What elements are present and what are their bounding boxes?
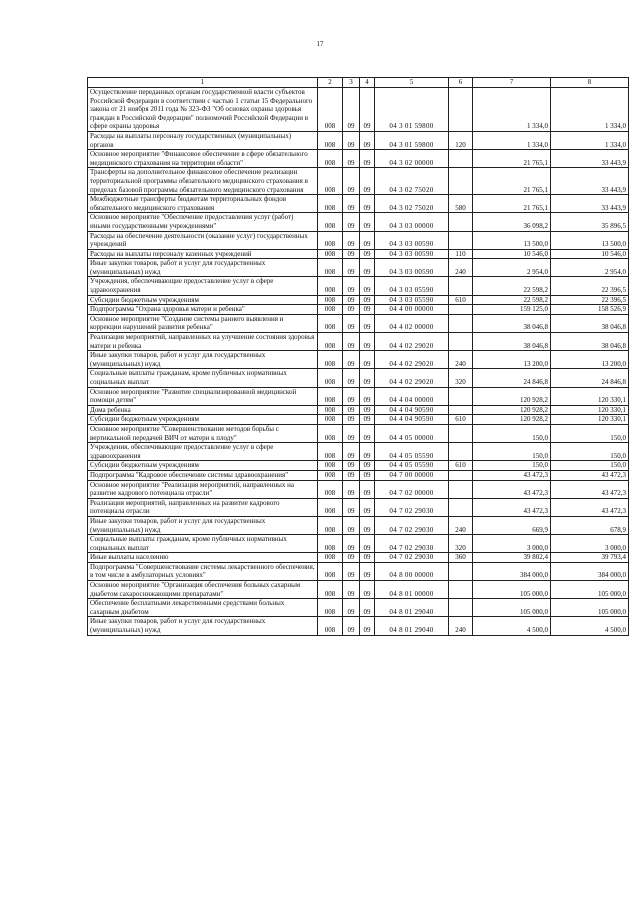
table-row	[88, 461, 629, 471]
row-target-code: 04 8 01 29040	[375, 617, 449, 635]
row-col3: 09	[343, 231, 360, 249]
row-target-code: 04 4 02 29020	[375, 351, 449, 369]
row-name: Межбюджетные трансферты бюджетам территориальных фондов обязательного медицинского страхования	[88, 195, 318, 213]
row-amount-col7: 36 098,2	[473, 213, 551, 231]
row-target-code: 04 4 04 90590	[375, 405, 449, 415]
row-expense-type	[449, 581, 473, 599]
row-col4: 09	[360, 249, 375, 259]
row-name: Иные закупки товаров, работ и услуг для государственных (муниципальных) нужд	[88, 259, 318, 277]
row-amount-col8: 35 896,5	[551, 213, 629, 231]
table-row	[88, 277, 629, 295]
row-expense-type: 320	[449, 535, 473, 553]
row-amount-col7: 38 046,8	[473, 314, 551, 332]
row-col3: 09	[343, 535, 360, 553]
row-col2: 008	[318, 617, 343, 635]
row-amount-col8: 39 793,4	[551, 553, 629, 563]
row-target-code: 04 4 05 05590	[375, 443, 449, 461]
row-col3: 09	[343, 213, 360, 231]
row-col3: 09	[343, 351, 360, 369]
row-expense-type	[449, 314, 473, 332]
row-amount-col7: 1 334,0	[473, 131, 551, 149]
row-col4: 09	[360, 333, 375, 351]
row-amount-col7: 13 200,0	[473, 351, 551, 369]
row-expense-type: 360	[449, 553, 473, 563]
row-amount-col7: 669,9	[473, 516, 551, 534]
table-row	[88, 480, 629, 498]
row-expense-type	[449, 424, 473, 442]
row-expense-type: 110	[449, 249, 473, 259]
row-col4: 09	[360, 131, 375, 149]
budget-table	[87, 77, 629, 636]
row-col2: 008	[318, 168, 343, 195]
row-col3: 09	[343, 424, 360, 442]
row-target-code: 04 3 03 05590	[375, 277, 449, 295]
row-col3: 09	[343, 259, 360, 277]
row-col2: 008	[318, 150, 343, 168]
row-name: Расходы на обеспечение деятельности (оказание услуг) государственных учреждений	[88, 231, 318, 249]
row-amount-col8: 22 396,5	[551, 295, 629, 305]
row-col4: 09	[360, 305, 375, 315]
row-name: Основное мероприятие "Обеспечение предоставления услуг (работ) иными государственными учреждениями"	[88, 213, 318, 231]
row-expense-type	[449, 277, 473, 295]
row-amount-col8: 43 472,3	[551, 470, 629, 480]
row-amount-col8: 43 472,3	[551, 498, 629, 516]
row-target-code: 04 8 01 00000	[375, 581, 449, 599]
row-col4: 09	[360, 213, 375, 231]
row-col4: 09	[360, 88, 375, 132]
row-amount-col7: 22 598,2	[473, 277, 551, 295]
row-amount-col7: 150,0	[473, 443, 551, 461]
row-target-code: 04 3 03 00590	[375, 231, 449, 249]
table-row	[88, 249, 629, 259]
row-name: Подпрограмма "Кадровое обеспечение системы здравоохранения"	[88, 470, 318, 480]
table-row	[88, 295, 629, 305]
table-row	[88, 415, 629, 425]
row-col2: 008	[318, 295, 343, 305]
row-name: Расходы на выплаты персоналу казенных учреждений	[88, 249, 318, 259]
row-col3: 09	[343, 443, 360, 461]
row-name: Основное мероприятие "Организация обеспечения больных сахарным диабетом сахароснижающими препаратами"	[88, 581, 318, 599]
row-name: Основное мероприятие "Совершенствование методов борьбы с вертикальной передачей ВИЧ от матери к плоду"	[88, 424, 318, 442]
table-row	[88, 424, 629, 442]
row-name: Иные закупки товаров, работ и услуг для государственных (муниципальных) нужд	[88, 516, 318, 534]
row-amount-col7: 22 598,2	[473, 295, 551, 305]
col-header-7: 7	[473, 78, 551, 88]
row-amount-col8: 10 546,0	[551, 249, 629, 259]
row-col3: 09	[343, 581, 360, 599]
row-target-code: 04 3 01 59800	[375, 88, 449, 132]
row-col2: 008	[318, 333, 343, 351]
row-target-code: 04 3 01 59800	[375, 131, 449, 149]
row-amount-col7: 43 472,3	[473, 498, 551, 516]
table-row	[88, 369, 629, 387]
row-col4: 09	[360, 553, 375, 563]
row-col2: 008	[318, 443, 343, 461]
row-amount-col8: 13 200,0	[551, 351, 629, 369]
table-row	[88, 213, 629, 231]
row-amount-col8: 38 046,8	[551, 333, 629, 351]
row-amount-col8: 13 500,0	[551, 231, 629, 249]
row-name: Основное мероприятие "Развитие специализированной медицинской помощи детям"	[88, 387, 318, 405]
row-expense-type: 240	[449, 516, 473, 534]
row-col2: 008	[318, 213, 343, 231]
table-row	[88, 553, 629, 563]
row-col3: 09	[343, 277, 360, 295]
row-col4: 09	[360, 405, 375, 415]
row-target-code: 04 3 02 75020	[375, 195, 449, 213]
col-header-3: 3	[343, 78, 360, 88]
row-amount-col7: 105 000,0	[473, 581, 551, 599]
table-row	[88, 305, 629, 315]
row-col4: 09	[360, 498, 375, 516]
row-amount-col8: 120 330,1	[551, 405, 629, 415]
row-col4: 09	[360, 470, 375, 480]
row-col2: 008	[318, 249, 343, 259]
row-col4: 09	[360, 168, 375, 195]
row-amount-col8: 24 846,8	[551, 369, 629, 387]
row-amount-col7: 120 928,2	[473, 415, 551, 425]
row-col2: 008	[318, 88, 343, 132]
row-amount-col7: 3 000,0	[473, 535, 551, 553]
row-name: Расходы на выплаты персоналу государственных (муниципальных) органов	[88, 131, 318, 149]
row-amount-col7: 24 846,8	[473, 369, 551, 387]
row-col4: 09	[360, 581, 375, 599]
row-name: Иные закупки товаров, работ и услуг для государственных (муниципальных) нужд	[88, 617, 318, 635]
col-header-4: 4	[360, 78, 375, 88]
table-row	[88, 333, 629, 351]
row-amount-col8: 678,9	[551, 516, 629, 534]
row-expense-type	[449, 231, 473, 249]
row-target-code: 04 7 02 29030	[375, 516, 449, 534]
row-expense-type	[449, 498, 473, 516]
row-amount-col7: 150,0	[473, 424, 551, 442]
row-amount-col8: 33 443,9	[551, 150, 629, 168]
table-row	[88, 387, 629, 405]
row-col4: 09	[360, 617, 375, 635]
row-col3: 09	[343, 295, 360, 305]
row-expense-type: 610	[449, 461, 473, 471]
row-name: Трансферты на дополнительное финансовое обеспечение реализации территориальной программы обязательного медицинского страхования в пределах базовой программы обязательного медицинского страхования	[88, 168, 318, 195]
row-col4: 09	[360, 351, 375, 369]
row-col3: 09	[343, 88, 360, 132]
row-col2: 008	[318, 195, 343, 213]
row-amount-col7: 13 500,0	[473, 231, 551, 249]
row-col2: 008	[318, 562, 343, 580]
row-amount-col8: 384 000,0	[551, 562, 629, 580]
row-name: Субсидии бюджетным учреждениям	[88, 415, 318, 425]
row-col2: 008	[318, 415, 343, 425]
row-col2: 008	[318, 480, 343, 498]
row-amount-col8: 120 330,1	[551, 387, 629, 405]
row-col2: 008	[318, 259, 343, 277]
row-expense-type	[449, 333, 473, 351]
row-expense-type: 240	[449, 351, 473, 369]
row-col2: 008	[318, 314, 343, 332]
row-col3: 09	[343, 415, 360, 425]
row-col2: 008	[318, 498, 343, 516]
row-amount-col8: 43 472,3	[551, 480, 629, 498]
row-amount-col7: 384 000,0	[473, 562, 551, 580]
table-row	[88, 314, 629, 332]
row-amount-col8: 22 396,5	[551, 277, 629, 295]
row-name: Основное мероприятие "Реализация мероприятий, направленных на развитие кадрового потенциала отрасли"	[88, 480, 318, 498]
row-expense-type: 240	[449, 617, 473, 635]
table-row	[88, 470, 629, 480]
table-row	[88, 599, 629, 617]
row-amount-col8: 33 443,9	[551, 195, 629, 213]
row-name: Субсидии бюджетным учреждениям	[88, 461, 318, 471]
row-amount-col7: 39 802,4	[473, 553, 551, 563]
row-col2: 008	[318, 599, 343, 617]
row-target-code: 04 4 02 29020	[375, 333, 449, 351]
row-col4: 09	[360, 516, 375, 534]
row-name: Подпрограмма "Охрана здоровья матери и ребенка"	[88, 305, 318, 315]
row-amount-col7: 21 765,1	[473, 195, 551, 213]
row-target-code: 04 3 02 75020	[375, 168, 449, 195]
row-col3: 09	[343, 387, 360, 405]
row-amount-col7: 150,0	[473, 461, 551, 471]
row-name: Дома ребенка	[88, 405, 318, 415]
row-target-code: 04 3 03 00590	[375, 249, 449, 259]
row-target-code: 04 4 05 05590	[375, 461, 449, 471]
row-col2: 008	[318, 405, 343, 415]
row-col2: 008	[318, 535, 343, 553]
col-header-8: 8	[551, 78, 629, 88]
row-target-code: 04 3 03 05590	[375, 295, 449, 305]
row-target-code: 04 3 03 00000	[375, 213, 449, 231]
row-col2: 008	[318, 470, 343, 480]
row-amount-col7: 159 125,0	[473, 305, 551, 315]
header-row	[88, 78, 629, 88]
row-amount-col7: 10 546,0	[473, 249, 551, 259]
row-col3: 09	[343, 470, 360, 480]
row-col3: 09	[343, 314, 360, 332]
row-col4: 09	[360, 480, 375, 498]
row-col3: 09	[343, 195, 360, 213]
row-col3: 09	[343, 333, 360, 351]
row-col4: 09	[360, 535, 375, 553]
row-target-code: 04 7 02 29030	[375, 535, 449, 553]
row-expense-type	[449, 88, 473, 132]
row-amount-col7: 1 334,0	[473, 88, 551, 132]
col-header-6: 6	[449, 78, 473, 88]
row-amount-col8: 1 334,0	[551, 131, 629, 149]
row-target-code: 04 4 04 00000	[375, 387, 449, 405]
row-name: Социальные выплаты гражданам, кроме публичных нормативных социальных выплат	[88, 535, 318, 553]
row-name: Учреждения, обеспечивающие предоставление услуг в сфере здравоохранения	[88, 277, 318, 295]
table-row	[88, 351, 629, 369]
row-name: Реализация мероприятий, направленных на развитие кадрового потенциала отрасли	[88, 498, 318, 516]
row-target-code: 04 4 04 90590	[375, 415, 449, 425]
row-expense-type: 120	[449, 131, 473, 149]
row-col3: 09	[343, 599, 360, 617]
row-col2: 008	[318, 581, 343, 599]
table-row	[88, 617, 629, 635]
row-col4: 09	[360, 259, 375, 277]
row-name: Учреждения, обеспечивающие предоставление услуг в сфере здравоохранения	[88, 443, 318, 461]
row-amount-col8: 105 000,0	[551, 581, 629, 599]
row-expense-type	[449, 150, 473, 168]
row-target-code: 04 4 02 00000	[375, 314, 449, 332]
row-col3: 09	[343, 562, 360, 580]
row-expense-type	[449, 305, 473, 315]
row-col2: 008	[318, 277, 343, 295]
row-expense-type	[449, 213, 473, 231]
row-amount-col8: 33 443,9	[551, 168, 629, 195]
row-target-code: 04 8 00 00000	[375, 562, 449, 580]
row-amount-col8: 3 000,0	[551, 535, 629, 553]
row-col4: 09	[360, 369, 375, 387]
row-target-code: 04 3 03 00590	[375, 259, 449, 277]
row-col4: 09	[360, 599, 375, 617]
row-name: Иные закупки товаров, работ и услуг для государственных (муниципальных) нужд	[88, 351, 318, 369]
table-row	[88, 581, 629, 599]
row-expense-type	[449, 168, 473, 195]
table-row	[88, 168, 629, 195]
row-col2: 008	[318, 351, 343, 369]
row-amount-col7: 120 928,2	[473, 387, 551, 405]
row-amount-col8: 38 046,8	[551, 314, 629, 332]
row-amount-col7: 43 472,3	[473, 470, 551, 480]
row-col4: 09	[360, 277, 375, 295]
row-col4: 09	[360, 231, 375, 249]
row-col3: 09	[343, 480, 360, 498]
row-name: Осуществление переданных органам государственной власти субъектов Российской Федерации в соответствии с частью 1 статьи 15 Федерального закона от 21 ноября 2011 года № 323-ФЗ "Об основах охраны здоровья граждан в Российской Федерации" полномочий Российской Федерации в сфере охраны здоровья	[88, 88, 318, 132]
row-expense-type	[449, 387, 473, 405]
row-col2: 008	[318, 305, 343, 315]
row-col3: 09	[343, 369, 360, 387]
row-amount-col7: 21 765,1	[473, 150, 551, 168]
table-row	[88, 195, 629, 213]
row-amount-col8: 105 000,0	[551, 599, 629, 617]
row-amount-col7: 43 472,3	[473, 480, 551, 498]
table-row	[88, 516, 629, 534]
row-col2: 008	[318, 231, 343, 249]
row-target-code: 04 7 02 00000	[375, 480, 449, 498]
row-amount-col8: 150,0	[551, 461, 629, 471]
row-col4: 09	[360, 195, 375, 213]
col-header-2: 2	[318, 78, 343, 88]
row-expense-type: 240	[449, 259, 473, 277]
row-col3: 09	[343, 249, 360, 259]
row-col4: 09	[360, 443, 375, 461]
row-col4: 09	[360, 295, 375, 305]
row-col3: 09	[343, 461, 360, 471]
table-row	[88, 150, 629, 168]
row-name: Субсидии бюджетным учреждениям	[88, 295, 318, 305]
row-name: Обеспечение бесплатными лекарственными средствами больных сахарным диабетом	[88, 599, 318, 617]
row-name: Иные выплаты населению	[88, 553, 318, 563]
table-row	[88, 259, 629, 277]
table-row	[88, 88, 629, 132]
row-expense-type	[449, 599, 473, 617]
row-col3: 09	[343, 305, 360, 315]
row-amount-col8: 150,0	[551, 424, 629, 442]
row-col2: 008	[318, 424, 343, 442]
row-col4: 09	[360, 314, 375, 332]
row-col3: 09	[343, 131, 360, 149]
row-amount-col7: 2 954,0	[473, 259, 551, 277]
table-row	[88, 498, 629, 516]
row-target-code: 04 4 05 00000	[375, 424, 449, 442]
table-row	[88, 131, 629, 149]
row-col4: 09	[360, 461, 375, 471]
row-col4: 09	[360, 415, 375, 425]
row-amount-col7: 105 000,0	[473, 599, 551, 617]
row-col3: 09	[343, 617, 360, 635]
row-amount-col8: 158 526,9	[551, 305, 629, 315]
row-name: Социальные выплаты гражданам, кроме публичных нормативных социальных выплат	[88, 369, 318, 387]
row-amount-col7: 120 928,2	[473, 405, 551, 415]
row-target-code: 04 4 00 00000	[375, 305, 449, 315]
row-col3: 09	[343, 168, 360, 195]
row-col3: 09	[343, 498, 360, 516]
table-row	[88, 535, 629, 553]
row-expense-type: 580	[449, 195, 473, 213]
row-col2: 008	[318, 516, 343, 534]
col-header-1: 1	[88, 78, 318, 88]
table-row	[88, 562, 629, 580]
row-expense-type	[449, 480, 473, 498]
row-amount-col8: 1 334,0	[551, 88, 629, 132]
row-name: Подпрограмма "Совершенствование системы лекарственного обеспечения, в том числе в амбулаторных условиях"	[88, 562, 318, 580]
row-col3: 09	[343, 553, 360, 563]
row-col2: 008	[318, 553, 343, 563]
page-number: 17	[316, 40, 324, 48]
row-expense-type: 610	[449, 415, 473, 425]
col-header-5: 5	[375, 78, 449, 88]
row-name: Основное мероприятие "Создание системы раннего выявления и коррекции нарушений развития ребенка"	[88, 314, 318, 332]
row-target-code: 04 7 00 00000	[375, 470, 449, 480]
row-target-code: 04 7 02 29030	[375, 553, 449, 563]
row-target-code: 04 4 02 29020	[375, 369, 449, 387]
row-expense-type	[449, 443, 473, 461]
row-col4: 09	[360, 150, 375, 168]
row-col2: 008	[318, 131, 343, 149]
row-target-code: 04 3 02 00000	[375, 150, 449, 168]
row-amount-col8: 2 954,0	[551, 259, 629, 277]
row-target-code: 04 8 01 29040	[375, 599, 449, 617]
row-expense-type: 610	[449, 295, 473, 305]
row-col2: 008	[318, 461, 343, 471]
row-col4: 09	[360, 387, 375, 405]
row-expense-type: 320	[449, 369, 473, 387]
row-target-code: 04 7 02 29030	[375, 498, 449, 516]
table-row	[88, 443, 629, 461]
row-amount-col8: 4 500,0	[551, 617, 629, 635]
row-expense-type	[449, 405, 473, 415]
row-amount-col8: 150,0	[551, 443, 629, 461]
row-name: Реализация мероприятий, направленных на улучшение состояния здоровья матери и ребенка	[88, 333, 318, 351]
row-name: Основное мероприятие "Финансовое обеспечение в сфере обязательного медицинского страхования на территории области"	[88, 150, 318, 168]
row-col3: 09	[343, 150, 360, 168]
row-col3: 09	[343, 516, 360, 534]
row-expense-type	[449, 562, 473, 580]
row-amount-col7: 4 500,0	[473, 617, 551, 635]
row-amount-col7: 21 765,1	[473, 168, 551, 195]
table-row	[88, 405, 629, 415]
row-amount-col7: 38 046,8	[473, 333, 551, 351]
row-col4: 09	[360, 424, 375, 442]
row-amount-col8: 120 330,1	[551, 415, 629, 425]
row-col2: 008	[318, 387, 343, 405]
row-expense-type	[449, 470, 473, 480]
row-col4: 09	[360, 562, 375, 580]
table-row	[88, 231, 629, 249]
row-col2: 008	[318, 369, 343, 387]
row-col3: 09	[343, 405, 360, 415]
